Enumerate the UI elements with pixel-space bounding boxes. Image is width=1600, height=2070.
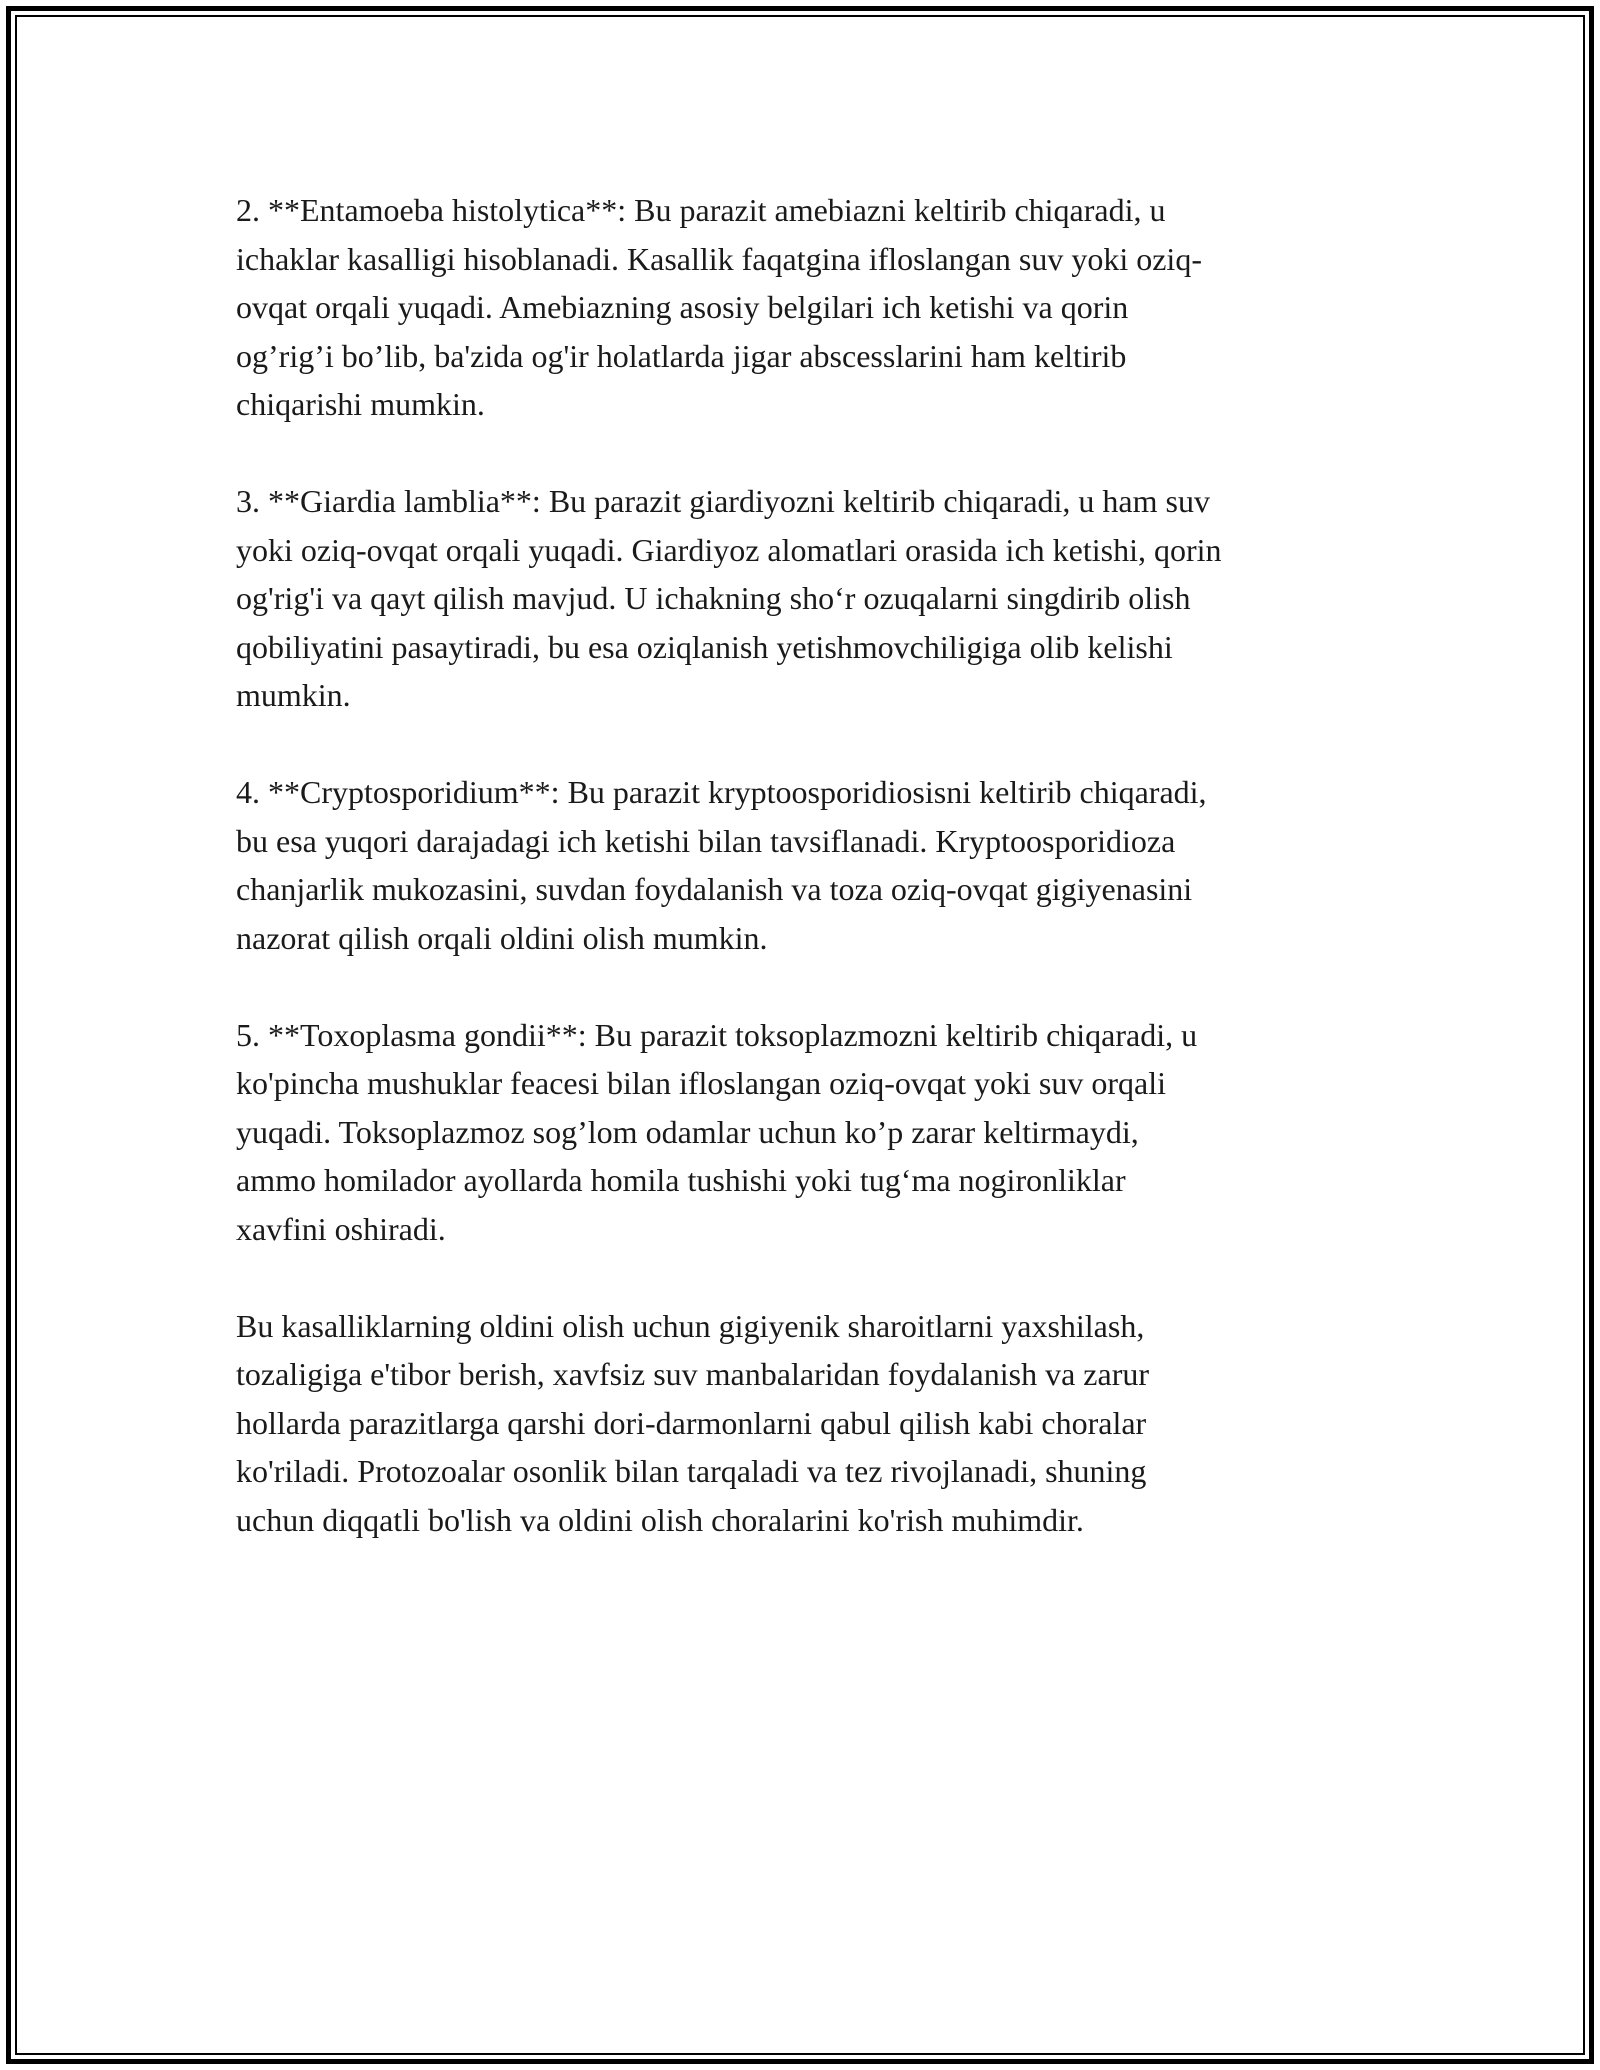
text-line: Bu kasalliklarning oldini olish uchun gigiyenik sharoitlarni yaxshilash, — [236, 1307, 1145, 1344]
text-line: 4. **Cryptosporidium**: Bu parazit kryptoosporidiosisni keltirib chiqaradi, — [236, 774, 1207, 810]
text-line: ko'riladi. Protozoalar osonlik bilan tarqaladi va tez rivojlanadi, shuning — [236, 1453, 1147, 1489]
text-line: chanjarlik mukozasini, suvdan foydalanish va toza oziq-ovqat gigiyenasini — [236, 871, 1193, 907]
text-line: mumkin. — [236, 677, 351, 713]
text-line: ko'pincha mushuklar feacesi bilan ifloslangan oziq-ovqat yoki suv orqali — [236, 1065, 1166, 1101]
paragraph-entamoeba — [236, 186, 1386, 429]
text-line: qobiliyatini pasaytiradi, bu esa oziqlanish yetishmovchiligiga olib kelishi — [236, 628, 1173, 665]
text-line: nazorat qilish orqali oldini olish mumkin. — [236, 919, 768, 956]
text-line: ammo homilador ayollarda homila tushishi yoki tug‘ma nogironliklar — [236, 1162, 1126, 1198]
text-line: tozaligiga e'tibor berish, xavfsiz suv manbalaridan foydalanish va zarur — [236, 1356, 1149, 1392]
text-line: og’rig’i bo’lib, ba'zida og'ir holatlarda jigar abscesslarini ham keltirib — [236, 337, 1127, 374]
text-line: 3. **Giardia lamblia**: Bu parazit giardiyozni keltirib chiqaradi, u ham suv — [236, 483, 1210, 519]
text-line: yoki oziq-ovqat orqali yuqadi. Giardiyoz alomatlari orasida ich ketishi, qorin — [236, 531, 1222, 568]
paragraph-toxoplasma — [236, 1011, 1386, 1254]
text-line: 2. **Entamoeba histolytica**: Bu parazit amebiazni keltirib chiqaradi, u — [236, 192, 1166, 228]
document-body — [236, 186, 1386, 1593]
paragraph-conclusion — [236, 1302, 1386, 1545]
text-line: xavfini oshiradi. — [236, 1210, 446, 1247]
text-line: bu esa yuqori darajadagi ich ketishi bilan tavsiflanadi. Kryptoosporidioza — [236, 822, 1176, 859]
text-line: og'rig'i va qayt qilish mavjud. U ichakning sho‘r ozuqalarni singdirib olish — [236, 580, 1191, 616]
paragraph-giardia — [236, 477, 1386, 720]
paragraph-cryptosporidium — [236, 768, 1386, 962]
text-line: uchun diqqatli bo'lish va oldini olish choralarini ko'rish muhimdir. — [236, 1501, 1084, 1538]
text-line: yuqadi. Toksoplazmoz sog’lom odamlar uchun ko’p zarar keltirmaydi, — [236, 1113, 1139, 1150]
text-line: 5. **Toxoplasma gondii**: Bu parazit toksoplazmozni keltirib chiqaradi, u — [236, 1016, 1198, 1053]
text-line: hollarda parazitlarga qarshi dori-darmonlarni qabul qilish kabi choralar — [236, 1404, 1147, 1441]
text-line: chiqarishi mumkin. — [236, 386, 485, 422]
text-line: ichaklar kasalligi hisoblanadi. Kasallik faqatgina ifloslangan suv yoki oziq- — [236, 240, 1202, 277]
text-line: ovqat orqali yuqadi. Amebiazning asosiy belgilari ich ketishi va qorin — [236, 289, 1129, 325]
